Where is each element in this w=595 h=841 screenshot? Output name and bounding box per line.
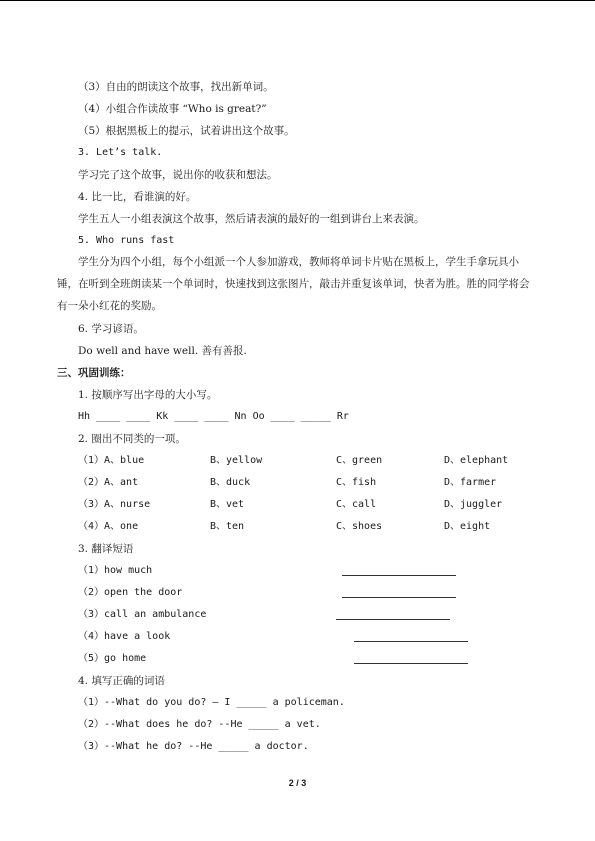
step-3-read: （3）自由的朗读这个故事，找出新单词。 [78, 81, 274, 93]
q2-row3-c: C、call [336, 499, 377, 510]
compare-text: 学生五人一小组表演这个故事，然后请表演的最好的一组到讲台上来表演。 [78, 213, 425, 225]
q4-item-1: （1）--What do you do? – I _____ a policeman. [78, 697, 345, 708]
q3-title: 3. 翻译短语 [78, 543, 134, 555]
q2-row1-c: C、green [336, 455, 383, 466]
q3-item-2: （2）open the door [78, 587, 183, 598]
q2-row2-c: C、fish [336, 477, 377, 488]
q2-row4-c: C、shoes [336, 521, 383, 532]
q3-item-5: （5）go home [78, 653, 147, 664]
step-4-group-read: （4）小组合作读故事 “Who is great?” [78, 103, 267, 115]
q2-row1-d: D、elephant [444, 455, 509, 466]
q2-row2-b: B、duck [210, 477, 251, 488]
section-lets-talk: 3. Let’s talk. [78, 147, 163, 158]
q2-row1-a: （1）A、blue [78, 455, 145, 466]
q2-row1-b: B、yellow [210, 455, 263, 466]
game-description: 学生分为四个小组，每个小组派一个人参加游戏，教师将单词卡片贴在黑板上，学生手拿玩具小锤，在听到全班朗读某一个单词时，快速找到这张图片，敲击并重复该单词，快者为胜。胜的同学将会有一朵小红花的奖励。 [57, 256, 530, 312]
q3-item-3: （3）call an ambulance [78, 609, 207, 620]
q2-row2-a: （2）A、ant [78, 477, 139, 488]
q2-row4-d: D、eight [444, 521, 491, 532]
q2-row3-d: D、juggler [444, 499, 503, 510]
q2-row2-d: D、farmer [444, 477, 497, 488]
section-heading-practice: 三、巩固训练： [57, 367, 131, 379]
q3-answer-line-2[interactable] [342, 597, 456, 598]
section-compare: 4. 比一比，看谁演的好。 [78, 191, 197, 203]
q3-answer-line-5[interactable] [354, 663, 468, 664]
page-number: 2 / 3 [288, 778, 307, 788]
q4-item-3: （3）--What he do? --He _____ a doctor. [78, 741, 309, 752]
q2-row4-a: （4）A、one [78, 521, 139, 532]
q3-answer-line-3[interactable] [336, 619, 450, 620]
q2-row3-b: B、vet [210, 499, 245, 510]
q2-title: 2. 圈出不同类的一项。 [78, 433, 186, 445]
q3-item-1: （1）how much [78, 565, 153, 576]
proverb-text: Do well and have well. 善有善报. [78, 345, 247, 357]
q4-title: 4. 填写正确的词语 [78, 675, 165, 687]
q3-answer-line-1[interactable] [342, 575, 456, 576]
top-rule [0, 0, 595, 1]
q1-title: 1. 按顺序写出字母的大小写。 [78, 389, 218, 401]
step-5-retell: （5）根据黑板上的提示，试着讲出这个故事。 [78, 125, 295, 137]
q2-row3-a: （3）A、nurse [78, 499, 151, 510]
q1-letters-line: Hh ____ ____ Kk ____ ____ Nn Oo ____ _____ Rr [78, 411, 349, 422]
lets-talk-text: 学习完了这个故事，说出你的收获和想法。 [78, 169, 278, 181]
section-who-runs-fast: 5. Who runs fast [78, 235, 175, 246]
q3-item-4: （4）have a look [78, 631, 171, 642]
section-proverb: 6. 学习谚语。 [78, 323, 144, 335]
q3-answer-line-4[interactable] [354, 641, 468, 642]
q2-row4-b: B、ten [210, 521, 245, 532]
q4-item-2: （2）--What does he do? --He _____ a vet. [78, 719, 321, 730]
